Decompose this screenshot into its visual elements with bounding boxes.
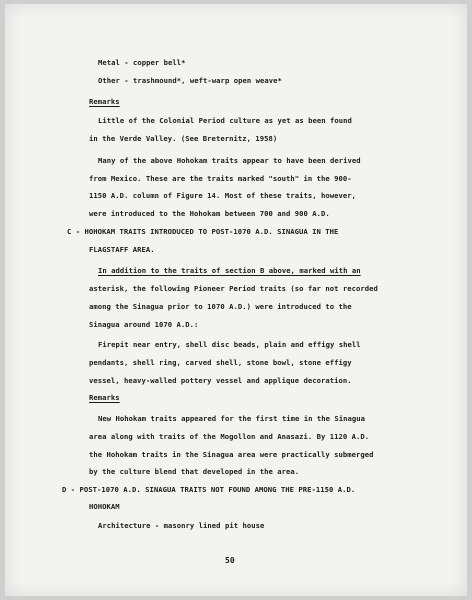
paragraph-line: New Hohokam traits appeared for the first time in the Sinagua [98,414,366,423]
paragraph-line: among the Sinagua prior to 1070 A.D.) were introduced to the [89,302,352,311]
paragraph-line: Little of the Colonial Period culture as yet as been found [98,116,352,125]
paragraph-line: Sinagua around 1070 A.D.: [89,320,199,329]
metal-line: Metal - copper bell* [98,58,186,67]
paragraph-line: area along with traits of the Mogollon and Anasazi. By 1120 A.D. [89,432,370,441]
paragraph-line: were introduced to the Hohokam between 700 and 900 A.D. [89,209,330,218]
other-line: Other - trashmound*, weft-warp open weave* [98,76,282,85]
remarks-heading: Remarks [89,393,120,402]
paragraph-line: 1150 A.D. column of Figure 14. Most of these traits, however, [89,191,357,200]
paragraph-line: In addition to the traits of section B above, marked with an [98,266,361,275]
paragraph-line: the Hohokam traits in the Sinagua area were practically submerged [89,450,374,459]
trait-list-line: pendants, shell ring, carved shell, stone bowl, stone effigy [89,358,352,367]
section-heading-d: D - POST-1070 A.D. SINAGUA TRAITS NOT FOUND AMONG THE PRE-1150 A.D. [62,485,356,494]
page-number: 50 [225,556,235,565]
section-heading-d: HOHOKAM [89,502,120,511]
paragraph-line: Many of the above Hohokam traits appear to have been derived [98,156,361,165]
remarks-heading: Remarks [89,97,120,106]
trait-list-line: Firepit near entry, shell disc beads, plain and effigy shell [98,340,361,349]
architecture-line: Architecture - masonry lined pit house [98,521,265,530]
document-page [5,4,467,596]
paragraph-line: in the Verde Valley. (See Breternitz, 1958) [89,134,278,143]
section-heading-c: FLAGSTAFF AREA. [89,245,155,254]
trait-list-line: vessel, heavy-walled pottery vessel and applique decoration. [89,376,352,385]
paragraph-line: from Mexico. These are the traits marked "south" in the 900- [89,174,352,183]
paragraph-line: asterisk, the following Pioneer Period traits (so far not recorded [89,284,378,293]
paragraph-line: by the culture blend that developed in the area. [89,467,300,476]
section-heading-c: C - HOHOKAM TRAITS INTRODUCED TO POST-1070 A.D. SINAGUA IN THE [67,227,339,236]
